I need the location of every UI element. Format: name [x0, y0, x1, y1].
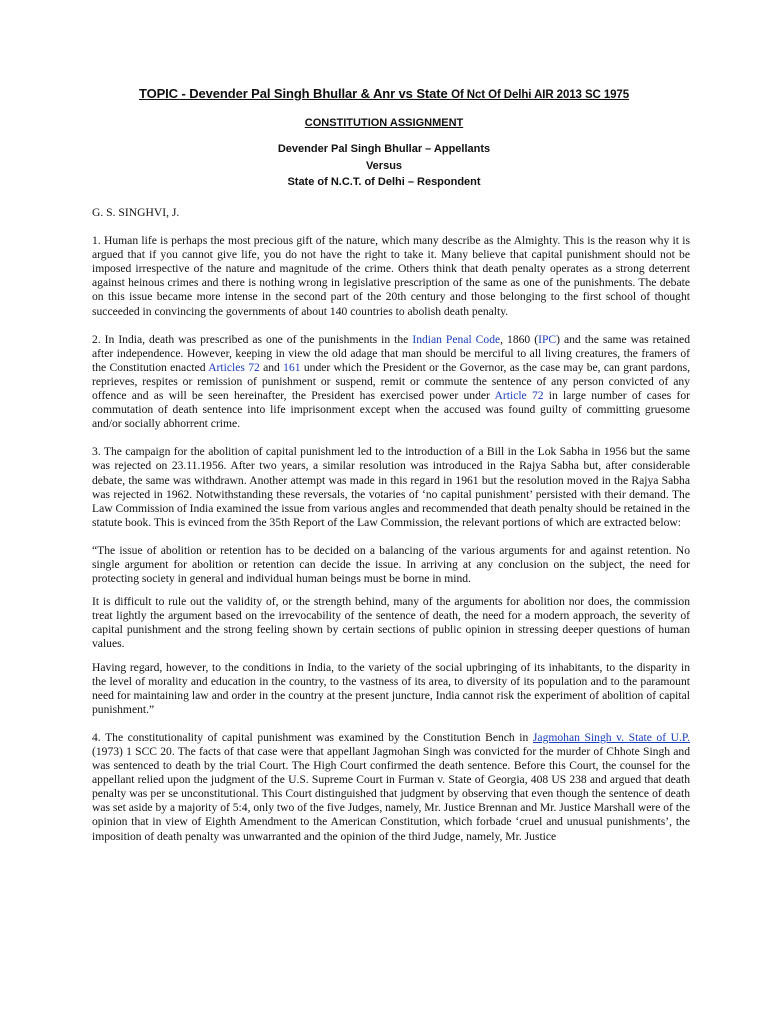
- respondent-line: State of N.C.T. of Delhi – Respondent: [287, 176, 481, 188]
- case-parties: [0, 141, 768, 191]
- p2-text-c: ) and the same was retained after independence. However, keeping in view the old adage that man should be merciful to all living creatures, the framers of the Constitution enacted: [92, 332, 691, 374]
- assignment-title: CONSTITUTION ASSIGNMENT: [304, 117, 464, 129]
- quote-paragraph-2: It is difficult to rule out the validity of, or the strength behind, many of the arguments for abolition nor does, the commission treat lightly the argument based on the irrevocability of the sentence of death, the need for a modern approach, the severity of capital punishment and the strong feeling shown by certain sections of public opinion in stressing deeper questions of human values.: [92, 595, 690, 651]
- link-ipc[interactable]: IPC: [538, 332, 557, 346]
- p4-text-a: 4. The constitutionality of capital punishment was examined by the Constitution Bench in: [92, 730, 533, 744]
- link-161[interactable]: 161: [283, 360, 301, 374]
- p2-text-d: and: [259, 360, 284, 374]
- judge-name: G. S. SINGHVI, J.: [92, 206, 180, 219]
- paragraph-3: 3. The campaign for the abolition of capital punishment led to the introduction of a Bill in the Lok Sabha in 1956 but the same was rejected on 23.11.1956. After two years, a similar resolution was introduced in the Rajya Sabha but, after considerable debate, the same was withdrawn. Another attempt was made in this regard in 1961 but the resolution moved in the Rajya Sabha was rejected in 1962. Notwithstanding these reversals, the votaries of ‘no capital punishment’ persisted with their demand. The Law Commission of India examined the issue from various angles and recommended that death penalty should be retained in the statute book. This is evinced from the 35th Report of the Law Commission, the relevant portions of which are extracted below:: [92, 445, 690, 529]
- topic-heading: [0, 86, 768, 101]
- quote-paragraph-3: Having regard, however, to the conditions in India, to the variety of the social upbringing of its inhabitants, to the disparity in the level of morality and education in the country, to the vastness of its area, to diversity of its population and to the paramount need for maintaining law and order in the country at the present juncture, India cannot risk the experiment of abolition of capital punishment.”: [92, 660, 690, 716]
- link-articles-72[interactable]: Articles 72: [208, 360, 260, 374]
- p2-text-b: , 1860 (: [500, 332, 539, 346]
- paragraph-1: 1. Human life is perhaps the most precious gift of the nature, which many describe as the Almighty. This is the reason why it is argued that if you cannot give life, you do not have the right to take it. Many believe that capital punishment should not be imposed irrespective of the nature and magnitude of the crime. Others think that death penalty operates as a strong deterrent against heinous crimes and there is nothing wrong in legislative prescription of the same as one of the punishments. The debate on this issue became more intense in the second part of the 20th century and those belonging to the first school of thought succeeded in convincing the governments of about 140 countries to abolish death penalty.: [92, 234, 690, 318]
- topic-citation: Of Nct Of Delhi AIR 2013 SC 1975: [451, 89, 630, 101]
- link-jagmohan-singh[interactable]: Jagmohan Singh v. State of U.P.: [532, 730, 690, 744]
- p2-text-a: 2. In India, death was prescribed as one of the punishments in the: [92, 332, 413, 346]
- paragraph-2: [92, 333, 690, 432]
- p4-text-b: (1973) 1 SCC 20. The facts of that case were that appellant Jagmohan Singh was convicted for the murder of Chhote Singh and was sentenced to death by the trial Court. The High Court confirmed the death sentence. Before this Court, the counsel for the appellant relied upon the judgment of the U.S. Supreme Court in Furman v. State of Georgia, 408 US 238 and argued that death penalty was per se unconstitutional. This Court distinguished that judgment by observing that even though the sentence of death was set aside by a majority of 5:4, only two of the five Judges, namely, Mr. Justice Brennan and Mr. Justice Marshall were of the opinion that in view of Eighth Amendment to the American Constitution, which forbade ‘cruel and unusual punishments’, the imposition of death penalty was unwarranted and the opinion of the third Judge, namely, Mr. Justice: [92, 745, 690, 843]
- judgment-body: [92, 206, 690, 858]
- versus-line: Versus: [365, 159, 403, 172]
- quote-paragraph-1: “The issue of abolition or retention has to be decided on a balancing of the various arguments for and against retention. No single argument for abolition or retention can decide the issue. In arriving at any conclusion on the subject, the need for protecting society in general and individual human beings must be borne in mind.: [92, 543, 690, 586]
- link-indian-penal-code[interactable]: Indian Penal Code: [412, 332, 501, 346]
- paragraph-4: [92, 731, 690, 844]
- link-article-72[interactable]: Article 72: [494, 389, 544, 403]
- appellants-line: Devender Pal Singh Bhullar – Appellants: [277, 143, 491, 155]
- topic-main: TOPIC - Devender Pal Singh Bhullar & Anr vs State: [138, 86, 452, 101]
- p2-text-e: under which the President or the Governor, as the case may be, can grant pardons, reprieves, respites or remission of punishment or suspend, remit or commute the sentence of any person convicted of any offence and as will be seen hereinafter, the President has exercised power under: [92, 360, 690, 403]
- p2-text-f: in large number of cases for commutation of death sentence into life imprisonment except when the accused was found guilty of committing gruesome and/or socially abhorrent crime.: [92, 389, 690, 431]
